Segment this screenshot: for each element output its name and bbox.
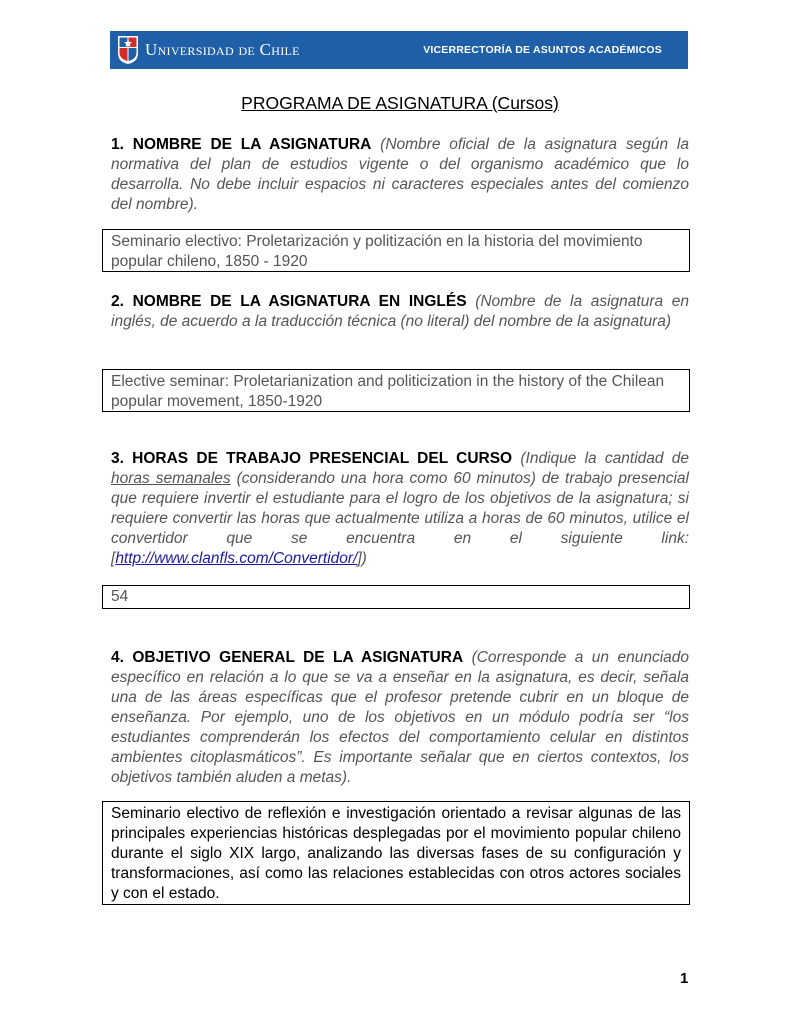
section-4-hint: (Corresponde a un enunciado específico en relación a lo que se va a enseñar en la asignatura, es decir, señala una de las áreas específicas que el profesor pretende cubrir en un bloque de enseñanza. Por ejemplo, uno de los objetivos en un módulo podría ser “los estudiantes comprenderán los efectos del comportamiento celular en distintos ambientes citoplasmáticos”. Es importante señalar que en ciertos contextos, los objetivos también aluden a metas).: [111, 649, 689, 786]
section-2-answer: Elective seminar: Proletarianization and politicization in the history of the Chilean popular movement, 1850-1920: [111, 373, 665, 410]
section-1-hint: (Nombre oficial de la asignatura según la normativa del plan de estudios vigente o del organismo académico que lo desarrolla. No debe incluir espacios ni caracteres especiales antes del comienzo del nombre).: [111, 136, 689, 213]
page-title: PROGRAMA DE ASIGNATURA (Cursos): [241, 93, 559, 113]
university-crest-icon: [117, 35, 139, 65]
section-2-prompt: [111, 292, 689, 332]
section-3-heading: 3. HORAS DE TRABAJO PRESENCIAL DEL CURSO: [111, 450, 513, 467]
section-2-heading: 2. NOMBRE DE LA ASIGNATURA EN INGLÉS: [111, 293, 467, 310]
section-4-answer: Seminario electivo de reflexión e investigación orientado a revisar algunas de las principales experiencias históricas desplegadas por el movimiento popular chileno durante el siglo XIX largo, analizando las diversas fases de su configuración y transformaciones, así como las relaciones establecidas con otros actores sociales y con el estado.: [111, 805, 681, 902]
section-1-heading: 1. NOMBRE DE LA ASIGNATURA: [111, 136, 372, 153]
section-4-prompt: [111, 648, 689, 788]
section-1-prompt: [111, 135, 689, 215]
section-2-hint: (Nombre de la asignatura en inglés, de acuerdo a la traducción técnica (no literal) del nombre de la asignatura): [111, 293, 689, 330]
section-3-hint-a: (Indique la cantidad de: [520, 450, 689, 467]
section-3-prompt: [111, 449, 689, 569]
section-1-answer-box[interactable]: [102, 229, 690, 272]
section-3-hint-c: ]): [357, 550, 367, 567]
converter-link[interactable]: http://www.clanfls.com/Convertidor/: [115, 550, 358, 567]
section-3-hint-b: (considerando una hora como 60 minutos) de trabajo presencial que requiere invertir el estudiante para el logro de los objetivos de la asignatura; si requiere convertir las horas que actualmente utiliza a horas de 60 minutos, utilice el convertidor que se encuentra en el siguiente link: [: [111, 470, 689, 567]
section-3-answer-box[interactable]: [102, 585, 690, 609]
section-3-answer: 54: [111, 588, 129, 605]
section-4-answer-box[interactable]: [102, 801, 690, 905]
section-4-heading: 4. OBJETIVO GENERAL DE LA ASIGNATURA: [111, 649, 464, 666]
section-2-answer-box[interactable]: [102, 369, 690, 412]
section-3-hint-underlined: horas semanales: [111, 470, 231, 487]
office-name: VICERRECTORÍA DE ASUNTOS ACADÉMICOS: [423, 44, 662, 56]
university-name: Universidad de Chile: [145, 40, 300, 59]
header-banner: [110, 31, 688, 69]
page-number: 1: [680, 970, 689, 987]
section-1-answer: Seminario electivo: Proletarización y politización en la historia del movimiento popular chileno, 1850 - 1920: [111, 233, 643, 270]
